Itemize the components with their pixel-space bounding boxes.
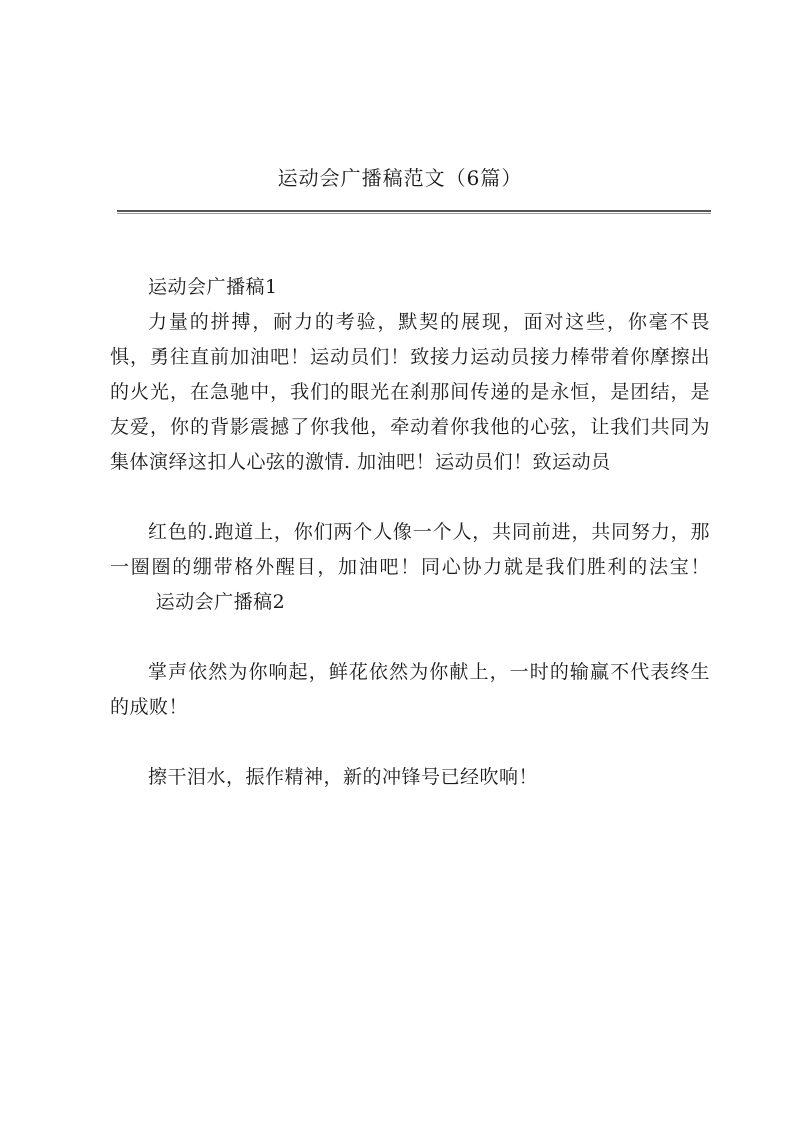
document-title: 运动会广播稿范文（6篇） (277, 166, 523, 190)
title-divider (117, 210, 711, 214)
paragraph-gap (110, 480, 710, 515)
paragraph-gap (110, 725, 710, 760)
paragraph-2-text: 红色的.跑道上，你们两个人像一个人，共同前进，共同努力，那一圈圈的绷带格外醒目，加油吧！同心协力就是我们胜利的法宝！ (110, 521, 710, 578)
document-body (110, 270, 710, 795)
paragraph-gap (110, 620, 710, 655)
section-heading-1: 运动会广播稿1 (148, 276, 278, 298)
section-heading-2: 运动会广播稿2 (155, 591, 286, 613)
paragraph-1: 力量的拼搏，耐力的考验，默契的展现，面对这些，你毫不畏惧，勇往直前加油吧！运动员们！致接力运动员接力棒带着你摩擦出的火光，在急驰中，我们的眼光在刹那间传递的是永恒，是团结，是友爱，你的背影震撼了你我他，牵动着你我他的心弦，让我们共同为集体演绎这扣人心弦的激情. 加油吧！运动员们！致运动员 (110, 311, 710, 473)
paragraph-3: 掌声依然为你响起，鲜花依然为你献上，一时的输赢不代表终生的成败！ (110, 661, 710, 718)
paragraph-2 (110, 515, 710, 620)
paragraph-4: 擦干泪水，振作精神，新的冲锋号已经吹响！ (148, 766, 539, 788)
